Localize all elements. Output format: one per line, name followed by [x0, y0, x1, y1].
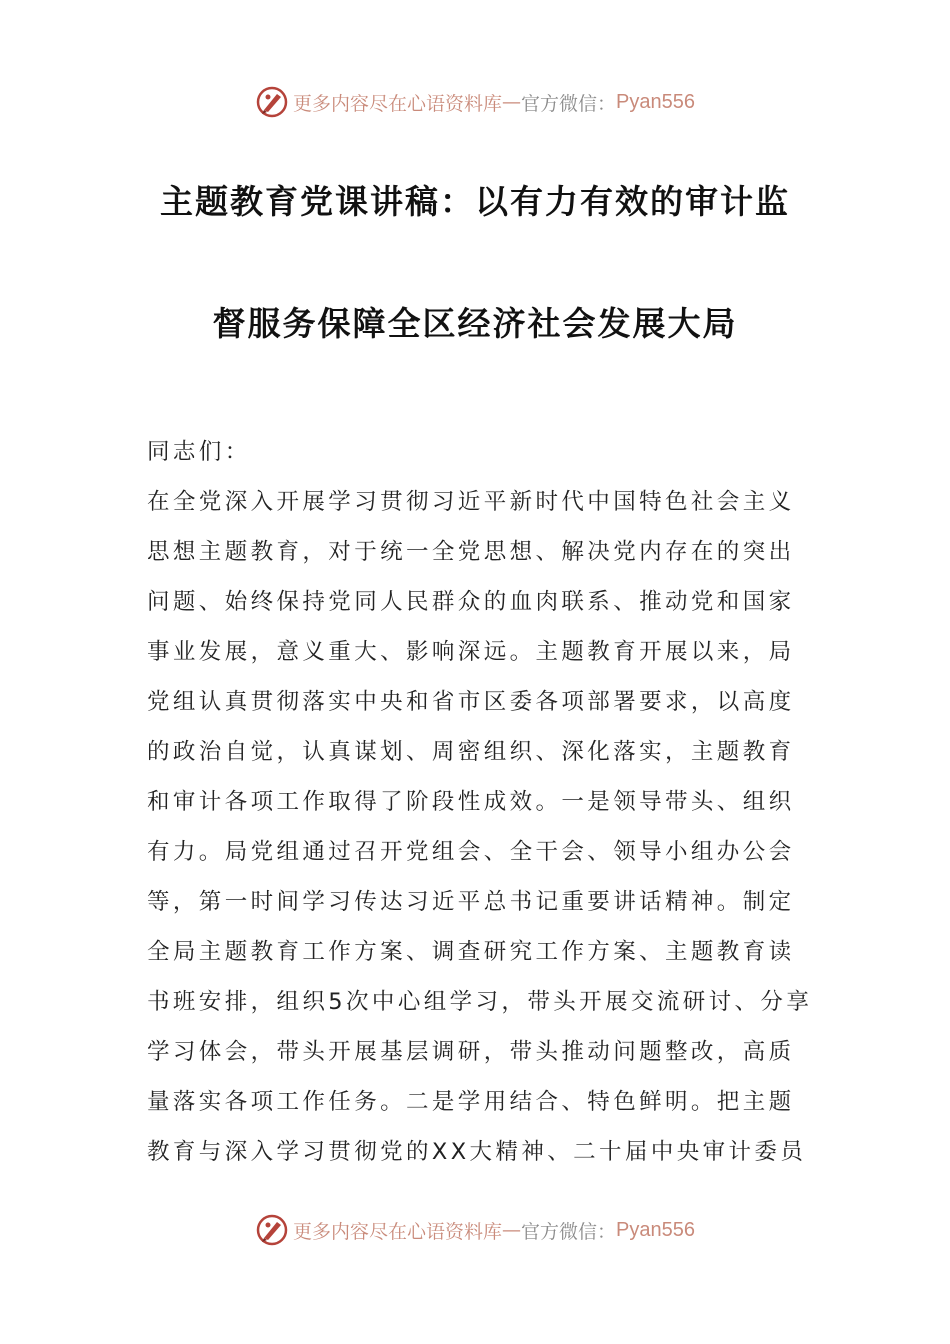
document-title-line-2: 督服务保障全区经济社会发展大局	[212, 304, 738, 343]
pen-logo-icon	[255, 1213, 289, 1247]
footer-banner	[0, 1210, 950, 1250]
body-line: 学习体会，带头开展基层调研，带头推动问题整改，高质	[147, 1039, 795, 1065]
body-line: 思想主题教育，对于统一全党思想、解决党内存在的突出	[147, 539, 795, 565]
body-line: 教育与深入学习贯彻党的XX大精神、二十届中央审计委员	[147, 1139, 807, 1165]
banner-wechat-id: Pyan556	[616, 1218, 695, 1241]
banner-separator: —	[502, 91, 522, 113]
body-line: 和审计各项工作取得了阶段性成效。一是领导带头、组织	[147, 789, 795, 815]
header-banner	[0, 82, 950, 122]
body-line: 有力。局党组通过召开党组会、全干会、领导小组办公会	[147, 839, 795, 865]
banner-wechat-label: 官方微信：	[521, 92, 617, 115]
document-title-line-1: 主题教育党课讲稿：以有力有效的审计监	[160, 182, 790, 221]
body-line: 问题、始终保持党同人民群众的血肉联系、推动党和国家	[147, 589, 795, 615]
banner-wechat-label: 官方微信：	[521, 1220, 617, 1243]
body-line: 事业发展，意义重大、影响深远。主题教育开展以来，局	[147, 639, 795, 665]
body-line: 书班安排，组织5次中心组学习，带头开展交流研讨、分享	[147, 989, 813, 1015]
banner-main-text: 更多内容尽在心语资料库	[293, 92, 503, 115]
body-line: 党组认真贯彻落实中央和省市区委各项部署要求，以高度	[147, 689, 795, 715]
body-line: 全局主题教育工作方案、调查研究工作方案、主题教育读	[147, 939, 795, 965]
banner-wechat-id: Pyan556	[616, 90, 695, 113]
pen-logo-icon	[255, 85, 289, 119]
salutation: 同志们：	[147, 439, 251, 465]
body-line: 量落实各项工作任务。二是学用结合、特色鲜明。把主题	[147, 1089, 795, 1115]
banner-separator: —	[502, 1219, 522, 1241]
banner-main-text: 更多内容尽在心语资料库	[293, 1220, 503, 1243]
body-line: 在全党深入开展学习贯彻习近平新时代中国特色社会主义	[147, 489, 795, 515]
body-line: 的政治自觉，认真谋划、周密组织、深化落实，主题教育	[147, 739, 795, 765]
body-line: 等，第一时间学习传达习近平总书记重要讲话精神。制定	[147, 889, 795, 915]
